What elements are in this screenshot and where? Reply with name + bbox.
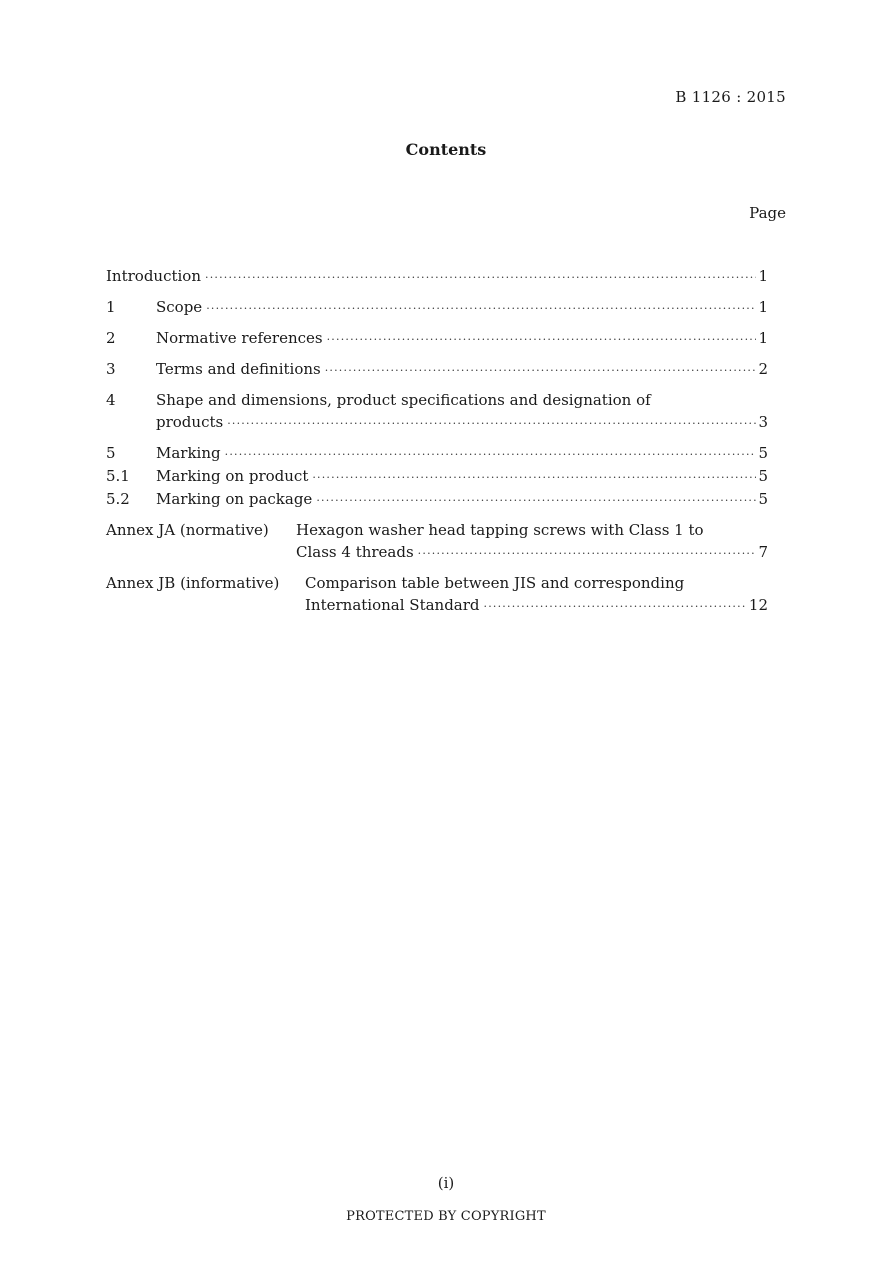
toc-page-number: 7	[758, 543, 768, 561]
annex-label: Annex JA (normative)	[106, 521, 269, 539]
toc-entry-text: Normative references	[156, 329, 323, 347]
page-title: Contents	[405, 140, 487, 159]
toc-entry-text: Terms and definitions	[156, 360, 321, 378]
toc-entry-introduction[interactable]	[106, 265, 768, 287]
toc-entry-annex-jb[interactable]	[106, 572, 768, 616]
dot-leader	[327, 329, 757, 351]
toc-entry-marking-on-package[interactable]	[106, 488, 768, 510]
toc-entry-text: Marking on package	[156, 490, 313, 508]
document-number: B 1126 : 2015	[675, 88, 786, 106]
toc-entry-text: Comparison table between JIS and corresponding	[305, 574, 685, 592]
copyright-notice: PROTECTED BY COPYRIGHT	[346, 1209, 546, 1224]
footer-page-number: (i)	[437, 1174, 455, 1192]
dot-leader	[325, 360, 757, 382]
toc-clause-number: 5	[106, 444, 116, 462]
dot-leader	[312, 467, 756, 489]
toc-entry-marking-on-product[interactable]	[106, 465, 768, 487]
dot-leader	[484, 596, 747, 618]
toc-page-number: 1	[758, 329, 768, 347]
toc-page-number: 1	[758, 298, 768, 316]
annex-label: Annex JB (informative)	[106, 574, 280, 592]
toc-page-number: 3	[758, 413, 768, 431]
toc-page-number: 5	[758, 467, 768, 485]
toc-entry-text: Shape and dimensions, product specifications and designation of	[156, 391, 651, 409]
toc-clause-number: 4	[106, 391, 116, 409]
page-column-label: Page	[749, 204, 786, 222]
toc-page-number: 1	[758, 267, 768, 285]
toc-entry-text: Scope	[156, 298, 203, 316]
toc-entry-text: Hexagon washer head tapping screws with Class 1 to	[296, 521, 704, 539]
dot-leader	[206, 298, 756, 320]
toc-entry-text-continued: Class 4 threads	[296, 543, 414, 561]
toc-entry-text: Introduction	[106, 267, 201, 285]
toc-clause-number: 2	[106, 329, 116, 347]
dot-leader	[227, 413, 756, 435]
dot-leader	[205, 267, 756, 289]
toc-clause-number: 5.2	[106, 490, 130, 508]
toc-clause-number: 3	[106, 360, 116, 378]
toc-entry-shape-dimensions[interactable]	[106, 389, 768, 433]
table-of-contents	[106, 265, 768, 616]
toc-entry-annex-ja[interactable]	[106, 519, 768, 563]
toc-entry-text-continued: products	[156, 413, 224, 431]
toc-entry-text: Marking	[156, 444, 221, 462]
dot-leader	[316, 490, 756, 512]
dot-leader	[225, 444, 757, 466]
toc-entry-terms-definitions[interactable]	[106, 358, 768, 380]
toc-entry-normative-references[interactable]	[106, 327, 768, 349]
toc-page-number: 5	[758, 490, 768, 508]
toc-entry-text-continued: International Standard	[305, 596, 480, 614]
toc-entry-text: Marking on product	[156, 467, 309, 485]
toc-entry-marking[interactable]	[106, 442, 768, 464]
toc-clause-number: 5.1	[106, 467, 130, 485]
toc-page-number: 12	[748, 596, 768, 614]
toc-entry-scope[interactable]	[106, 296, 768, 318]
dot-leader	[418, 543, 757, 565]
toc-page-number: 2	[758, 360, 768, 378]
toc-clause-number: 1	[106, 298, 116, 316]
toc-page-number: 5	[758, 444, 768, 462]
